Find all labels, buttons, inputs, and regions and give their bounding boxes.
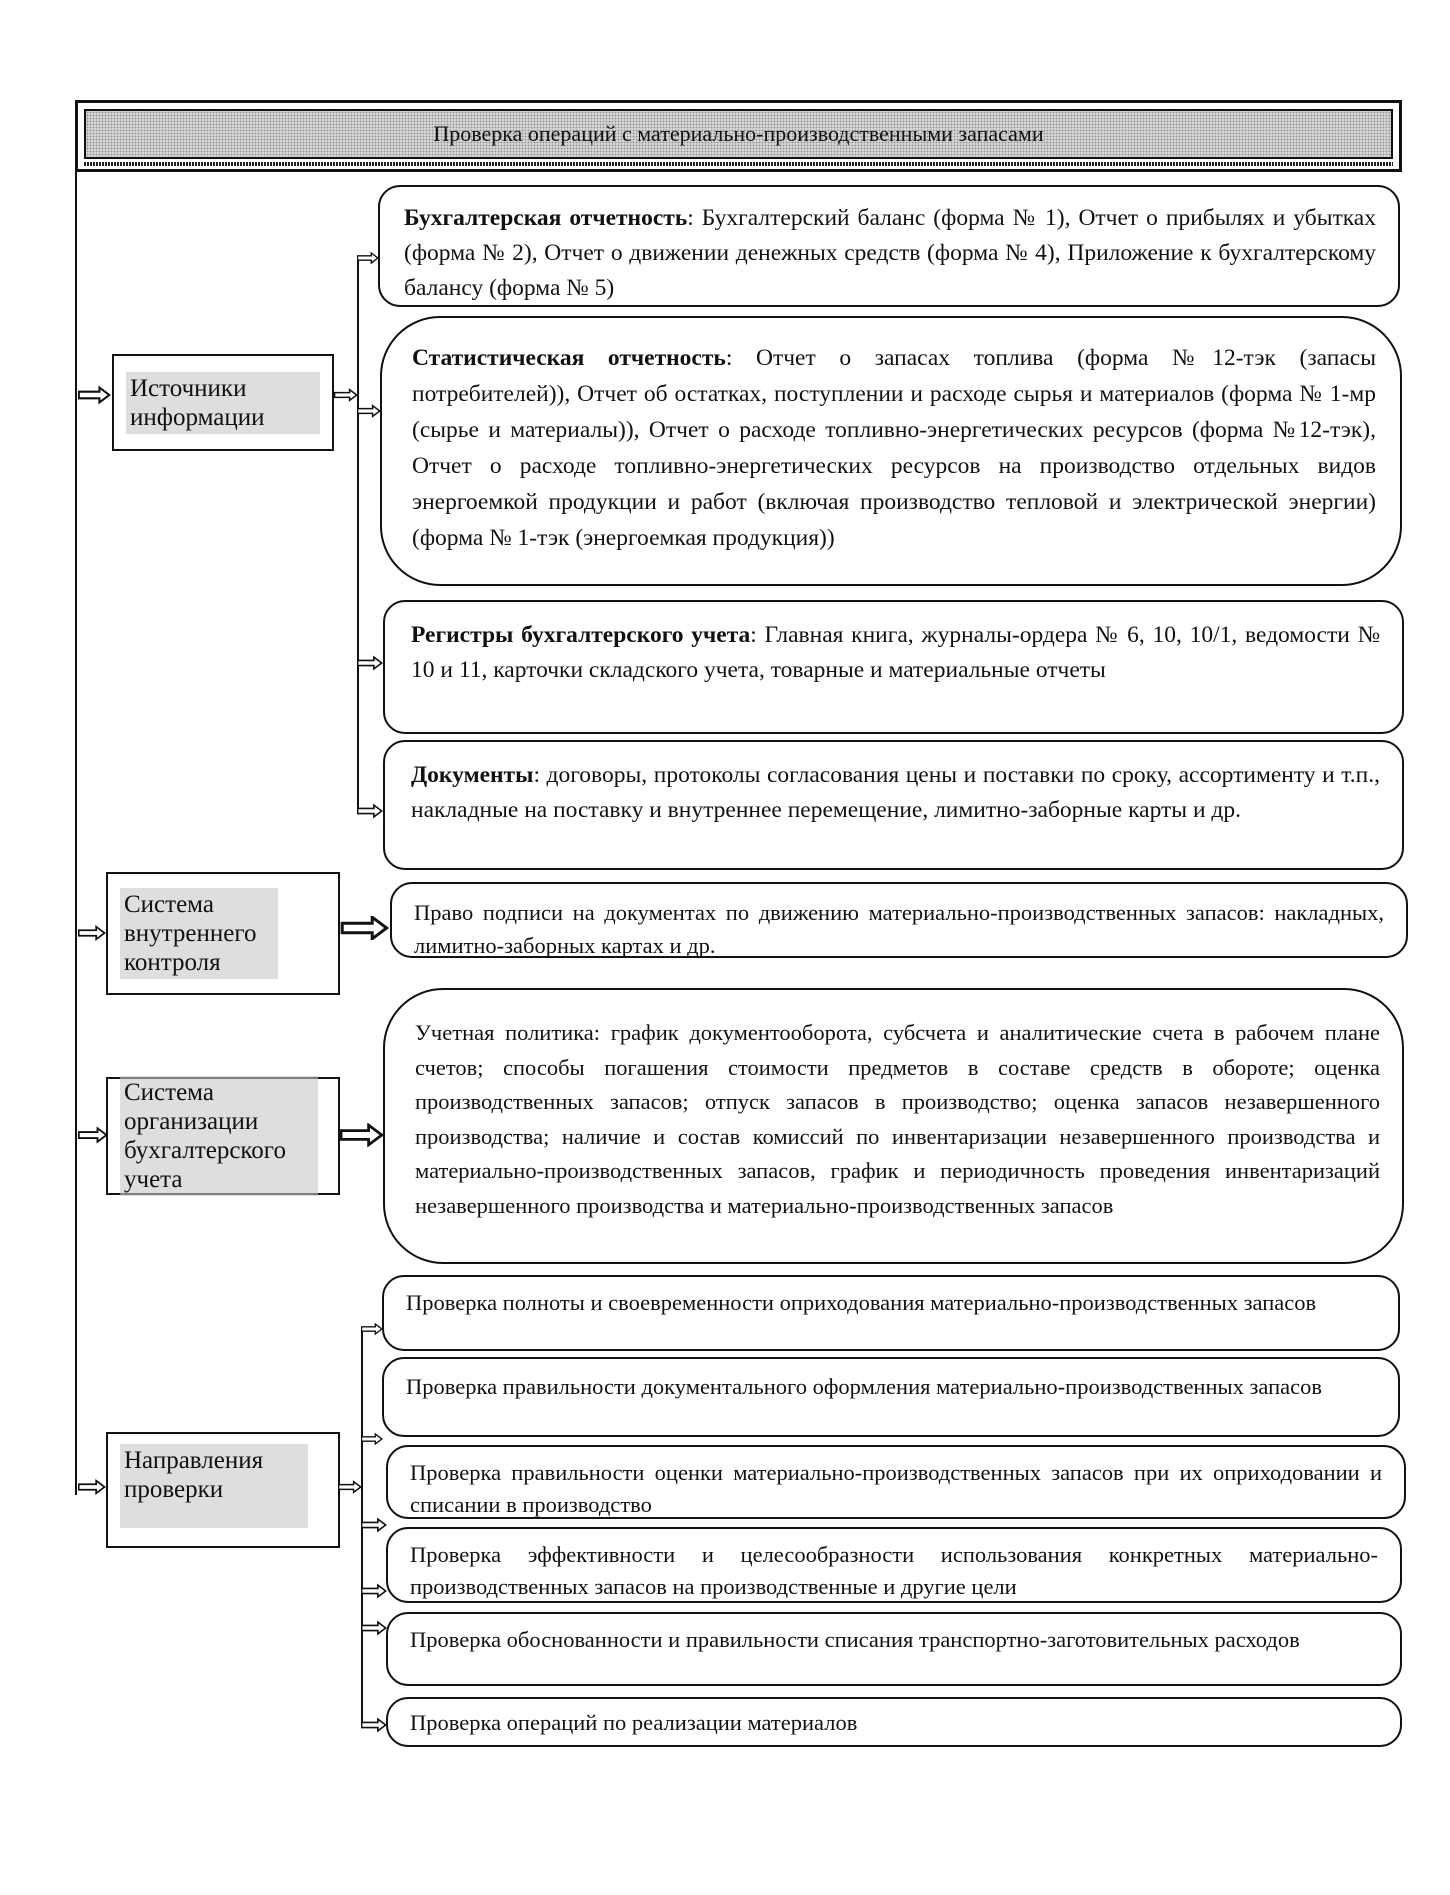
hollow-right-arrow-icon	[361, 1714, 387, 1736]
branch-line	[357, 258, 359, 811]
hollow-right-arrow-icon	[334, 384, 358, 406]
title-panel	[84, 109, 1393, 159]
category-sources-of-information	[112, 354, 334, 451]
source-item-documents	[383, 740, 1404, 870]
item-heading: Бухгалтерская отчетность	[404, 205, 688, 231]
hollow-right-arrow-icon	[357, 800, 383, 822]
source-item-statistical-reports	[380, 316, 1402, 586]
audit-direction-item	[386, 1612, 1402, 1686]
item-text: Проверка полноты и своевременности оприходования материально-производственных запасов	[406, 1290, 1317, 1315]
item-text: Проверка операций по реализации материалов	[410, 1710, 858, 1735]
category-label: Источники информации	[126, 372, 320, 434]
item-text: Проверка правильности оценки материально-производственных запасов при их оприходовании и списании в производство	[410, 1460, 1382, 1517]
item-text: : договоры, протоколы согласования цены и поставки по сроку, ассортименту и т.п., накладные на поставку и внутреннее перемещение, лимитно-заборные карты и др.	[411, 762, 1380, 823]
item-text: : Отчет о запасах топлива (форма №12-тэк (запасы потребителей)), Отчет об остатках, поступлении и расходе сырья и материалов (форма № 1-мр (сырье и материалы)), Отчет о расходе топливно-энергетических ресурсов (форма №12-тэк), Отчет о расходе топливно-энергетических ресурсов на производство отдельных видов энергоемкой продукции и работ (включая производство тепловой и электрической энергии) (форма № 1-тэк (энергоемкая продукция))	[412, 345, 1376, 551]
item-text: Право подписи на документах по движению материально-производственных запасов: накладных, лимитно-заборных картах и др.	[414, 900, 1384, 958]
hollow-right-arrow-icon	[78, 1124, 108, 1146]
category-internal-control-system	[106, 872, 340, 995]
category-accounting-organization-system	[106, 1077, 340, 1195]
accounting-policy-item	[383, 988, 1404, 1264]
category-label: Направления проверки	[120, 1444, 308, 1528]
hollow-right-arrow-icon	[340, 916, 390, 940]
item-text: Проверка эффективности и целесообразности использования конкретных материально-производственных запасов на производственные и другие цели	[410, 1542, 1378, 1599]
audit-direction-item	[382, 1275, 1400, 1351]
hollow-right-arrow-icon	[361, 1514, 387, 1536]
source-item-accounting-registers	[383, 600, 1404, 734]
item-text: : Главная книга, журналы-ордера № 6, 10, 10/1, ведомости № 10 и 11, карточки складского учета, товарные и материальные отчеты	[411, 622, 1380, 683]
hollow-right-arrow-icon	[357, 652, 383, 674]
category-label: Система организации бухгалтерского учета	[120, 1076, 318, 1196]
item-heading: Статистическая отчетность	[412, 345, 726, 371]
category-audit-directions	[106, 1432, 340, 1548]
audit-direction-item	[386, 1445, 1406, 1519]
diagram-title-banner	[75, 100, 1402, 172]
hollow-right-arrow-icon	[338, 1476, 362, 1498]
internal-control-item	[390, 882, 1408, 958]
title-shadow	[84, 162, 1393, 166]
hollow-right-arrow-icon	[357, 400, 381, 422]
hollow-right-arrow-icon	[78, 922, 106, 944]
audit-direction-item	[386, 1527, 1402, 1603]
item-heading: Документы	[411, 762, 534, 788]
hollow-right-arrow-icon	[361, 1617, 387, 1639]
hollow-right-arrow-icon	[340, 1123, 384, 1147]
hollow-right-arrow-icon	[361, 1428, 383, 1450]
item-text: Учетная политика: график документооборота, субсчета и аналитические счета в рабочем плане счетов; способы погашения стоимости предметов в составе средств в обороте; оценка производственных запасов; отпуск запасов в производство; оценка запасов незавершенного производства; наличие и состав комиссий по инвентаризации незавершенного производства и материально-производственных запасов, график и периодичность проведения инвентаризаций незавершенного производства и материально-производственных запасов	[415, 1020, 1380, 1218]
hollow-right-arrow-icon	[78, 1476, 106, 1498]
trunk-line	[75, 170, 77, 1495]
hollow-right-arrow-icon	[361, 1580, 387, 1602]
audit-direction-item	[386, 1697, 1402, 1747]
hollow-right-arrow-icon	[357, 247, 379, 269]
item-heading: Регистры бухгалтерского учета	[411, 622, 751, 648]
category-label: Система внутреннего контроля	[120, 888, 278, 979]
item-text: Проверка правильности документального оформления материально-производственных запасов	[406, 1374, 1322, 1399]
diagram-title: Проверка операций с материально-производственными запасами	[433, 121, 1044, 146]
item-text: : Бухгалтерский баланс (форма № 1), Отчет о прибылях и убытках (форма № 2), Отчет о движении денежных средств (форма № 4), Приложение к бухгалтерскому балансу (форма № 5)	[404, 205, 1376, 301]
item-text: Проверка обоснованности и правильности списания транспортно-заготовительных расходов	[410, 1627, 1300, 1652]
hollow-right-arrow-icon	[361, 1318, 383, 1340]
audit-direction-item	[382, 1357, 1400, 1437]
source-item-accounting-reports	[378, 185, 1400, 307]
hollow-right-arrow-icon	[78, 384, 111, 406]
